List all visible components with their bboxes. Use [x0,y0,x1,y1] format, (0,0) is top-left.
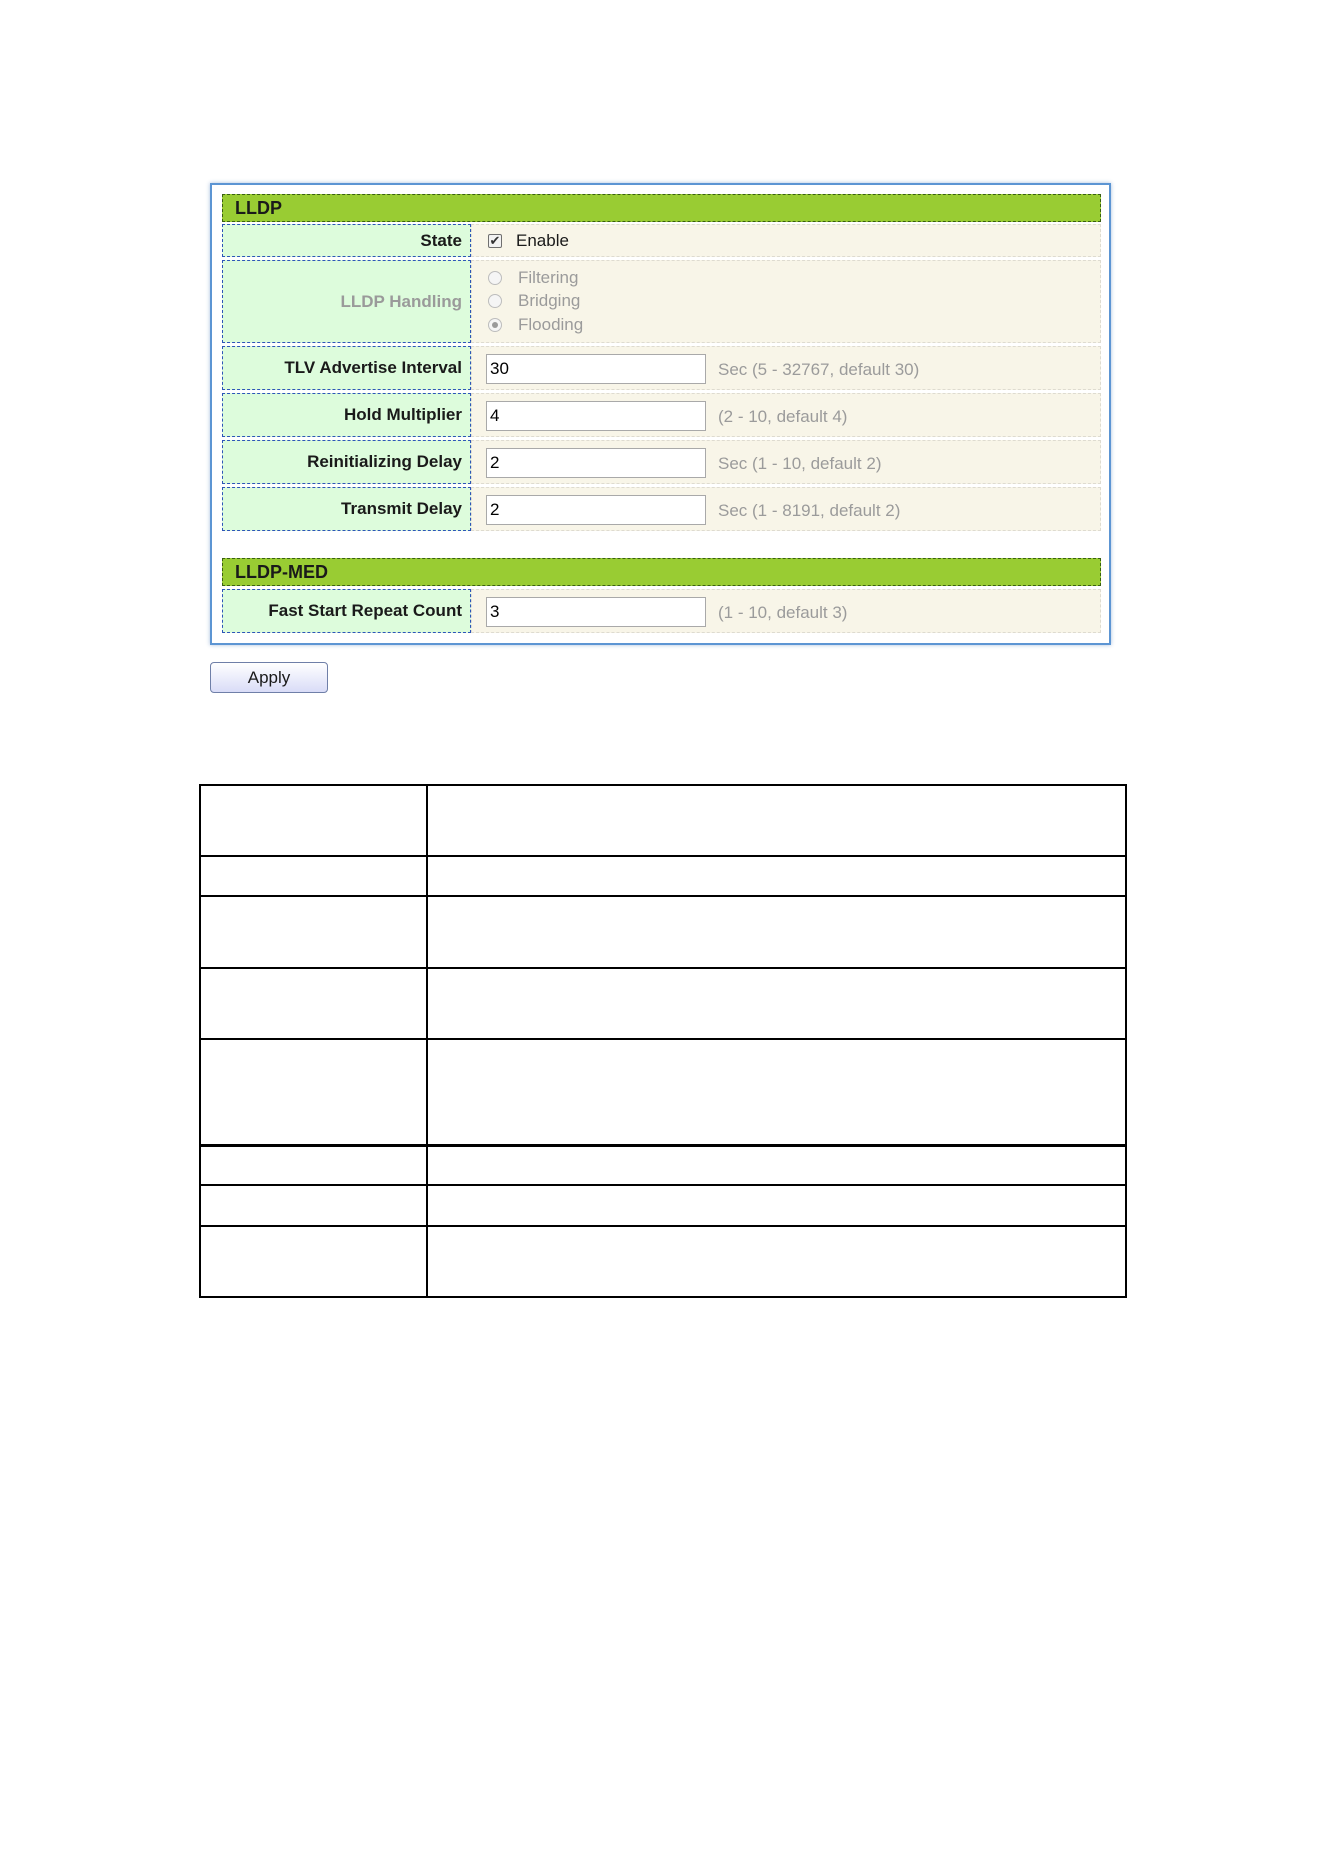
table-row [200,785,1126,856]
table-row [200,968,1126,1039]
lldp-settings-panel [210,183,1111,645]
fast-start-repeat-count-hint: (1 - 10, default 3) [718,603,848,622]
table-cell [200,1226,427,1297]
table-cell [427,785,1126,856]
table-cell [427,1185,1126,1226]
table-row [200,1185,1126,1226]
hold-multiplier-cell [471,393,1101,437]
fast-start-repeat-count-label: Fast Start Repeat Count [222,589,471,633]
tlv-advertise-interval-label: TLV Advertise Interval [222,346,471,390]
state-enable-label: Enable [516,231,569,250]
table-row [200,1226,1126,1297]
hold-multiplier-input[interactable] [486,401,706,431]
table-cell [427,856,1126,896]
apply-button[interactable]: Apply [210,662,328,693]
radio-option-flooding[interactable] [488,315,583,335]
radio-option-filtering[interactable] [488,268,578,288]
tlv-advertise-interval-input[interactable] [486,354,706,384]
lldp-handling-value-cell [471,260,1101,343]
table-row [200,896,1126,968]
radio-bridging-icon [488,294,502,308]
table-row [200,1145,1126,1185]
table-cell [200,856,427,896]
hold-multiplier-hint: (2 - 10, default 4) [718,407,848,426]
reinitializing-delay-input[interactable] [486,448,706,478]
table-cell [200,896,427,968]
table-cell [427,896,1126,968]
radio-flooding-icon [488,318,502,332]
table-cell [200,1039,427,1145]
lldp-med-section-header: LLDP-MED [222,558,1101,586]
lldp-section-header: LLDP [222,194,1101,222]
table-cell [427,1039,1126,1145]
table-row [200,1039,1126,1145]
reinitializing-delay-label: Reinitializing Delay [222,440,471,484]
table-cell [200,785,427,856]
table-cell [427,1145,1126,1185]
reinitializing-delay-cell [471,440,1101,484]
transmit-delay-input[interactable] [486,495,706,525]
transmit-delay-label: Transmit Delay [222,487,471,531]
table-cell [200,968,427,1039]
table-cell [200,1145,427,1185]
state-label: State [222,224,471,257]
description-table [199,784,1127,1298]
radio-flooding-label: Flooding [518,315,584,334]
table-cell [427,968,1126,1039]
table-row [200,856,1126,896]
transmit-delay-cell [471,487,1101,531]
fast-start-repeat-count-cell [471,589,1101,633]
lldp-handling-label: LLDP Handling [222,260,471,343]
radio-bridging-label: Bridging [518,291,581,310]
tlv-advertise-interval-cell [471,346,1101,390]
radio-filtering-label: Filtering [518,268,579,287]
radio-filtering-icon [488,271,502,285]
state-enable-checkbox[interactable]: ✔ [489,233,501,248]
state-value-cell [471,224,1101,257]
reinitializing-delay-hint: Sec (1 - 10, default 2) [718,454,882,473]
hold-multiplier-label: Hold Multiplier [222,393,471,437]
table-cell [427,1226,1126,1297]
transmit-delay-hint: Sec (1 - 8191, default 2) [718,501,901,520]
table-cell [200,1185,427,1226]
tlv-advertise-interval-hint: Sec (5 - 32767, default 30) [718,360,920,379]
radio-option-bridging[interactable] [488,291,580,311]
fast-start-repeat-count-input[interactable] [486,597,706,627]
